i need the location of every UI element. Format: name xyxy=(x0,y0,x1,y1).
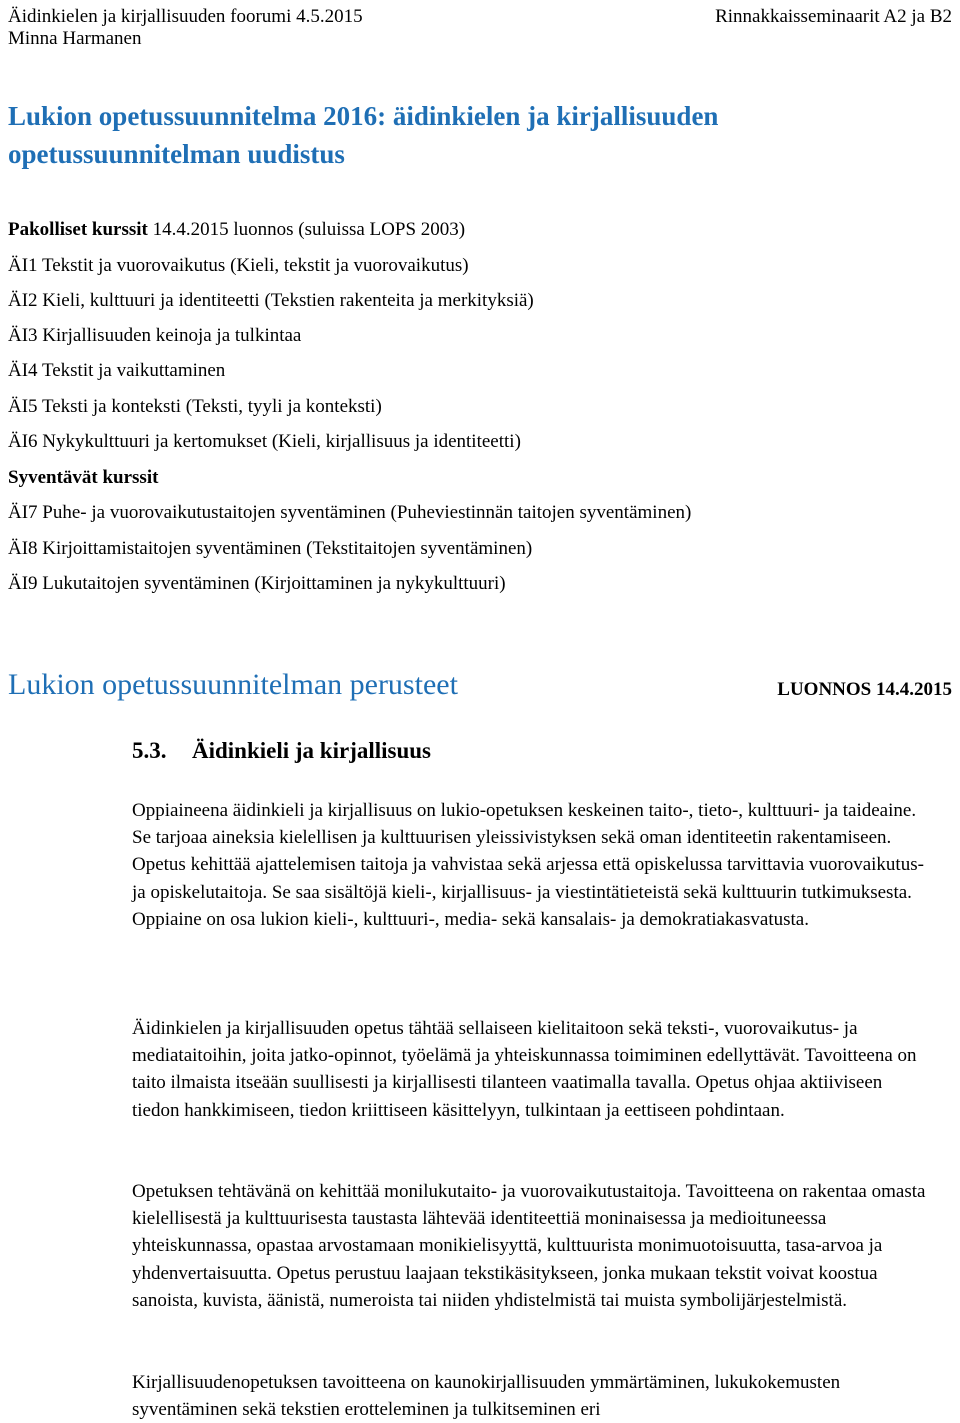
compulsory-header xyxy=(8,219,465,241)
course-ai8: ÄI8 Kirjoittamistaitojen syventäminen (Tekstitaitojen syventäminen) xyxy=(8,538,533,559)
compulsory-label: Pakolliset kurssit xyxy=(8,219,148,240)
course-ai2: ÄI2 Kieli, kulttuuri ja identiteetti (Tekstien rakenteita ja merkityksiä) xyxy=(8,290,534,311)
compulsory-note: 14.4.2015 luonnos (suluissa LOPS 2003) xyxy=(152,219,466,240)
course-ai6: ÄI6 Nykykulttuuri ja kertomukset (Kieli, kirjallisuus ja identiteetti) xyxy=(8,431,521,452)
author-name: Minna Harmanen xyxy=(8,28,142,49)
main-title: Lukion opetussuunnitelma 2016: äidinkielen ja kirjallisuuden opetussuunnitelman uudistus xyxy=(8,101,719,169)
seminar-info: Rinnakkaisseminaarit A2 ja B2 xyxy=(715,6,952,27)
paragraph: Oppiaineena äidinkieli ja kirjallisuus on lukio-opetuksen keskeinen taito-, tieto-, kulttuuri- ja taideaine. Se tarjoaa aineksia kielellisen ja kulttuurisen yleissivistyksen sekä oman identiteetin rakentamiseen. Opetus kehittää ajattelemisen taitoja ja vahvistaa sekä arjessa että opiskelussa tarvittavia vuorovaikutus- ja opiskelutaitoja. Se saa sisältöjä kieli-, kirjallisuus- ja viestintätieteistä sekä kulttuurin tutkimuksesta. Oppiaine on osa lukion kieli-, kulttuuri-, media- sekä kansalais- ja demokratiakasvatusta. xyxy=(132,800,924,930)
header-left xyxy=(8,6,363,50)
subsection-title: Äidinkieli ja kirjallisuus xyxy=(192,738,432,763)
course-ai1: ÄI1 Tekstit ja vuorovaikutus (Kieli, tekstit ja vuorovaikutus) xyxy=(8,255,469,276)
course-ai3: ÄI3 Kirjallisuuden keinoja ja tulkintaa xyxy=(8,325,302,346)
course-ai4: ÄI4 Tekstit ja vaikuttaminen xyxy=(8,360,226,381)
section-title: Lukion opetussuunnitelman perusteet xyxy=(8,668,458,701)
subsection-heading xyxy=(132,738,431,764)
paragraph: Opetuksen tehtävänä on kehittää monilukutaito- ja vuorovaikutustaitoja. Tavoitteena on rakentaa omasta kielellisestä ja kulttuurisesta taustasta lähtevää identiteettiä moninaisessa ja medioituneessa yhteiskunnassa, opastaa arvostamaan monikielisyyttä, kulttuurista monimuotoisuutta, tasa-arvoa ja yhdenvertaisuutta. Opetus perustuu laajaan tekstikäsitykseen, jonka mukaan tekstit voivat koostua sanoista, kuvista, äänistä, numeroista tai niiden yhdistelmistä tai muista symbolijärjestelmistä. xyxy=(132,1181,926,1311)
draft-label: LUONNOS 14.4.2015 xyxy=(777,679,952,700)
paragraph: Kirjallisuudenopetuksen tavoitteena on kaunokirjallisuuden ymmärtäminen, lukukokemusten syventäminen sekä tekstien erotteleminen ja tulkitseminen eri xyxy=(132,1372,841,1421)
course-ai9: ÄI9 Lukutaitojen syventäminen (Kirjoittaminen ja nykykulttuuri) xyxy=(8,573,506,594)
course-ai5: ÄI5 Teksti ja konteksti (Teksti, tyyli ja konteksti) xyxy=(8,396,382,417)
paragraph: Äidinkielen ja kirjallisuuden opetus tähtää sellaiseen kielitaitoon sekä teksti-, vuorovaikutus- ja mediataitoihin, joita jatko-opinnot, työelämä ja yhteiskunnassa toimiminen edellyttävät. Tavoitteena on taito ilmaista itseään suullisesti ja kirjallisesti tilanteen vaatimalla tavalla. Opetus ohjaa aktiiviseen tiedon hankkimiseen, tiedon kriittiseen käsittelyyn, tulkintaan ja eettiseen pohdintaan. xyxy=(132,1018,917,1121)
subsection-number: 5.3. xyxy=(132,738,167,763)
course-ai7: ÄI7 Puhe- ja vuorovaikutustaitojen syventäminen (Puheviestinnän taitojen syventäminen) xyxy=(8,502,692,523)
advanced-label: Syventävät kurssit xyxy=(8,467,159,488)
forum-title: Äidinkielen ja kirjallisuuden foorumi 4.5.2015 xyxy=(8,6,363,27)
